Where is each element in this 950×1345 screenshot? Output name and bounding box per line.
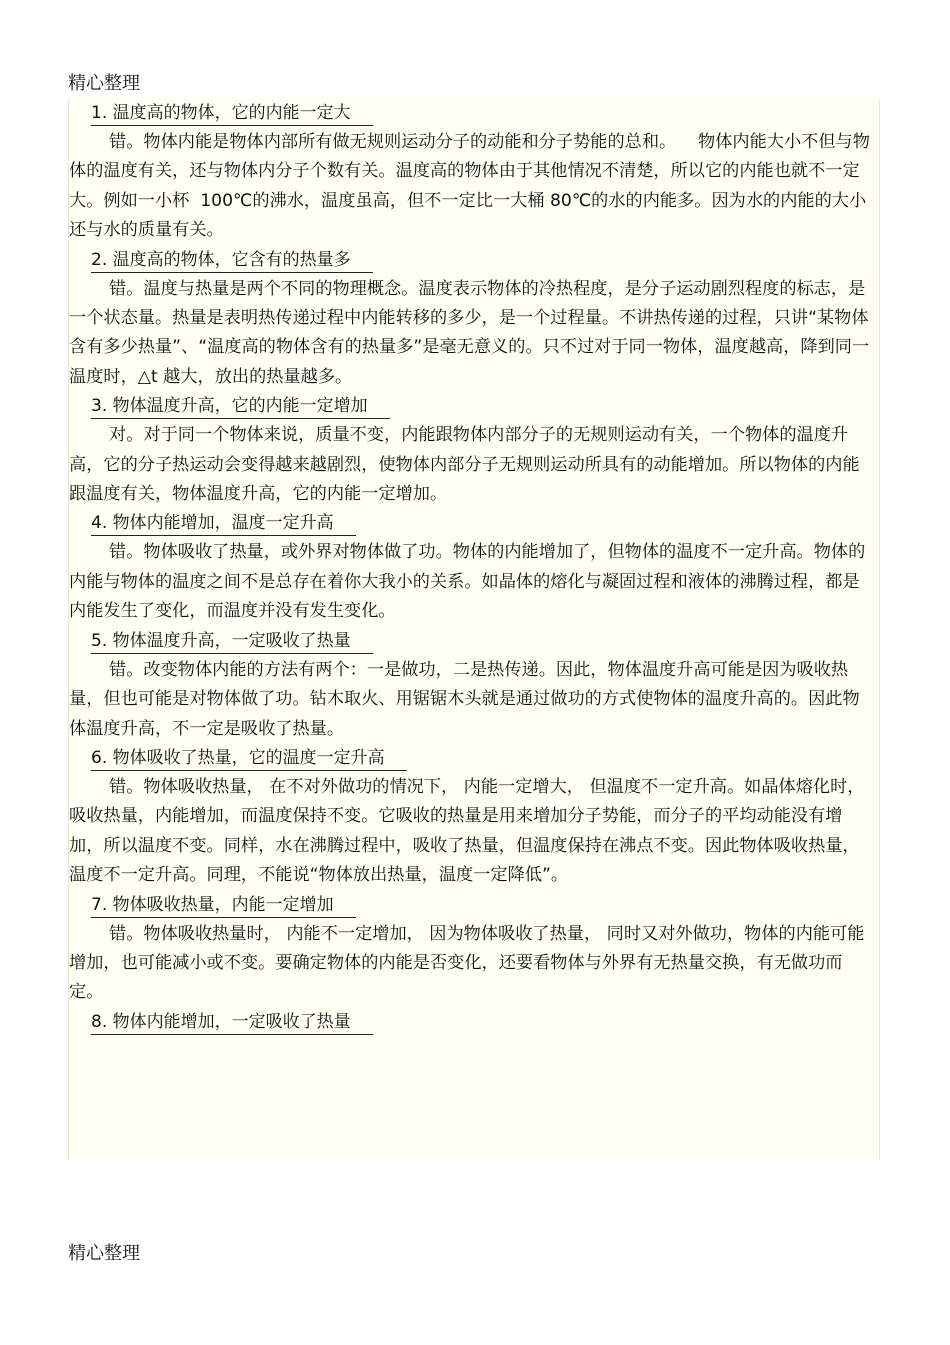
answer-1: 错。物体内能是物体内部所有做无规则运动分子的动能和分子势能的总和。 物体内能大小不但与物体的温度有关，还与物体内分子个数有关。温度高的物体由于其他情况不清楚，所以它的内能也就不一定大。例如一小杯 100℃的沸水，温度虽高，但不一定比一大桶 80℃的水的内能多。因为水的内能的大小还与水的质量有关。 xyxy=(69,132,870,241)
qa-item-5 xyxy=(69,627,879,744)
question-2: 2. 温度高的物体，它含有的热量多 xyxy=(91,249,373,273)
question-4: 4. 物体内能增加，温度一定升高 xyxy=(91,512,356,536)
content-panel xyxy=(68,99,880,1159)
answer-5: 错。改变物体内能的方法有两个：一是做功，二是热传递。因此，物体温度升高可能是因为吸收热量，但也可能是对物体做了功。钻木取火、用锯锯木头就是通过做功的方式使物体的温度升高的。因此物体温度升高，不一定是吸收了热量。 xyxy=(69,659,860,739)
answer-7: 错。物体吸收热量时， 内能不一定增加， 因为物体吸收了热量， 同时又对外做功，物体的内能可能增加，也可能减小或不变。要确定物体的内能是否变化，还要看物体与外界有无热量交换，有无做功而定。 xyxy=(69,923,865,1003)
question-5: 5. 物体温度升高，一定吸收了热量 xyxy=(91,630,373,654)
question-7: 7. 物体吸收热量，内能一定增加 xyxy=(91,894,356,918)
qa-item-1 xyxy=(69,99,879,246)
qa-item-2 xyxy=(69,246,879,393)
question-8: 8. 物体内能增加，一定吸收了热量 xyxy=(91,1011,373,1035)
qa-item-3 xyxy=(69,392,879,509)
qa-item-7 xyxy=(69,891,879,1008)
question-6: 6. 物体吸收了热量，它的温度一定升高 xyxy=(91,747,407,771)
qa-item-8 xyxy=(69,1008,879,1037)
answer-4: 错。物体吸收了热量，或外界对物体做了功。物体的内能增加了，但物体的温度不一定升高。物体的内能与物体的温度之间不是总存在着你大我小的关系。如晶体的熔化与凝固过程和液体的沸腾过程，都是内能发生了变化，而温度并没有发生变化。 xyxy=(69,542,866,622)
qa-item-6 xyxy=(69,744,879,891)
answer-3: 对。对于同一个物体来说，质量不变，内能跟物体内部分子的无规则运动有关，一个物体的温度升高，它的分子热运动会变得越来越剧烈，使物体内部分子无规则运动所具有的动能增加。所以物体的内能跟温度有关，物体温度升高，它的内能一定增加。 xyxy=(69,425,860,505)
answer-2: 错。温度与热量是两个不同的物理概念。温度表示物体的冷热程度，是分子运动剧烈程度的标志，是一个状态量。热量是表明热传递过程中内能转移的多少，是一个过程量。不讲热传递的过程，只讲“某物体含有多少热量”、“温度高的物体含有的热量多”是毫无意义的。只不过对于同一物体，温度越高，降到同一温度时，△t 越大，放出的热量越多。 xyxy=(69,278,870,387)
question-3: 3. 物体温度升高，它的内能一定增加 xyxy=(91,395,390,419)
question-1: 1. 温度高的物体，它的内能一定大 xyxy=(91,102,373,126)
answer-6: 错。物体吸收热量， 在不对外做功的情况下， 内能一定增大， 但温度不一定升高。如晶体熔化时，吸收热量，内能增加，而温度保持不变。它吸收的热量是用来增加分子势能，而分子的平均动能没有增加，所以温度不变。同样，水在沸腾过程中，吸收了热量，但温度保持在沸点不变。因此物体吸收热量，温度不一定升高。同理，不能说“物体放出热量，温度一定降低”。 xyxy=(69,776,865,886)
page-header: 精心整理 xyxy=(68,73,140,94)
qa-item-4 xyxy=(69,509,879,626)
page-footer: 精心整理 xyxy=(68,1243,140,1264)
